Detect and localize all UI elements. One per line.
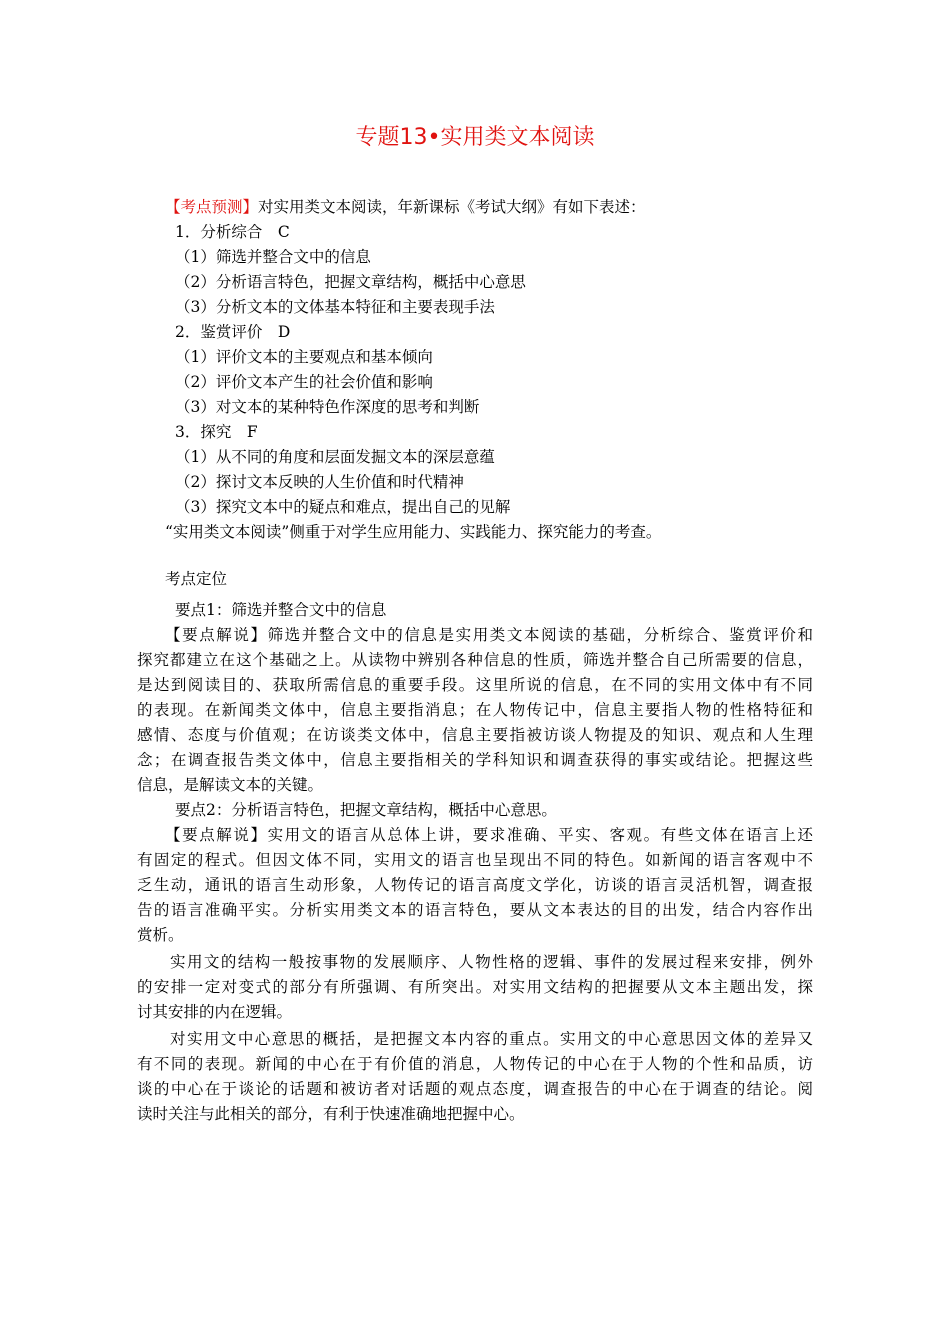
outline-item: （3）对文本的某种特色作深度的思考和判断 — [175, 398, 480, 416]
point1-heading: 要点1：筛选并整合文中的信息 — [175, 601, 387, 619]
structure-line: 实用文的结构一般按事物的发展顺序、人物性格的逻辑、事件的发展过程来安排，例外 — [170, 953, 813, 971]
center-line: 对实用文中心意思的概括，是把握文本内容的重点。实用文的中心意思因文体的差异又 — [170, 1030, 813, 1048]
outline-item: （3）探究文本中的疑点和难点，提出自己的见解 — [175, 498, 511, 516]
section-heading: 考点定位 — [165, 570, 228, 588]
point1-line: 的表现。在新闻类文体中，信息主要指消息；在人物传记中，信息主要指人物的性格特征和 — [137, 701, 813, 719]
point1-line: 探究都建立在这个基础之上。从读物中辨别各种信息的性质，筛选并整合自己所需要的信息， — [137, 651, 813, 669]
outline-item: （1）评价文本的主要观点和基本倾向 — [175, 348, 433, 366]
point2-heading: 要点2：分析语言特色，把握文章结构，概括中心意思。 — [175, 801, 557, 819]
point2-line: 告的语言准确平实。分析实用类文本的语言特色，要从文本表达的目的出发，结合内容作出 — [137, 901, 813, 919]
structure-line: 讨其安排的内在逻辑。 — [137, 1003, 293, 1021]
structure-line: 的安排一定对变式的部分有所强调、有所突出。对实用文结构的把握要从文本主题出发，探 — [137, 978, 813, 996]
outline-item: 1．分析综合 C — [175, 223, 290, 241]
intro-line — [165, 195, 841, 220]
outline-item: （2）评价文本产生的社会价值和影响 — [175, 373, 433, 391]
intro-tag: 【考点预测】 — [165, 198, 259, 216]
point1-line: 【要点解说】筛选并整合文中的信息是实用类文本阅读的基础，分析综合、鉴赏评价和 — [165, 626, 813, 644]
outline-item: （1）从不同的角度和层面发掘文本的深层意蕴 — [175, 448, 495, 466]
outline-item: （2）探讨文本反映的人生价值和时代精神 — [175, 473, 464, 491]
point2-line: 乏生动，通讯的语言生动形象，人物传记的语言高度文学化，访谈的语言灵活机智，调查报 — [137, 876, 813, 894]
center-line: 谈的中心在于谈论的话题和被访者对话题的观点态度，调查报告的中心在于调查的结论。阅 — [137, 1080, 813, 1098]
document-title: 专题13•实用类文本阅读 — [355, 125, 595, 150]
point2-line: 有固定的程式。但因文体不同，实用文的语言也呈现出不同的特色。如新闻的语言客观中不 — [137, 851, 813, 869]
outline-item: 3．探究 F — [175, 423, 258, 441]
point1-line: 信息，是解读文本的关键。 — [137, 776, 324, 794]
outline-item: （3）分析文本的文体基本特征和主要表现手法 — [175, 298, 495, 316]
point2-line: 赏析。 — [137, 926, 184, 944]
center-line: 读时关注与此相关的部分，有利于快速准确地把握中心。 — [137, 1105, 525, 1123]
point1-line: 感情、态度与价值观；在访谈类文体中，信息主要指被访谈人物提及的知识、观点和人生理 — [137, 726, 813, 744]
point2-line: 【要点解说】实用文的语言从总体上讲，要求准确、平实、客观。有些文体在语言上还 — [165, 826, 813, 844]
intro-text: 对实用类文本阅读，年新课标《考试大纲》有如下表述： — [258, 198, 646, 216]
outline-item: 2．鉴赏评价 D — [175, 323, 291, 341]
outline-item: （1）筛选并整合文中的信息 — [175, 248, 371, 266]
point1-line: 是达到阅读目的、获取所需信息的重要手段。这里所说的信息，在不同的实用文体中有不同 — [137, 676, 813, 694]
point1-line: 念；在调查报告类文体中，信息主要指相关的学科知识和调查获得的事实或结论。把握这些 — [137, 751, 813, 769]
outline-item: （2）分析语言特色，把握文章结构，概括中心意思 — [175, 273, 526, 291]
center-line: 有不同的表现。新闻的中心在于有价值的消息，人物传记的中心在于人物的个性和品质，访 — [137, 1055, 813, 1073]
outline-summary: “实用类文本阅读”侧重于对学生应用能力、实践能力、探究能力的考查。 — [165, 523, 662, 541]
